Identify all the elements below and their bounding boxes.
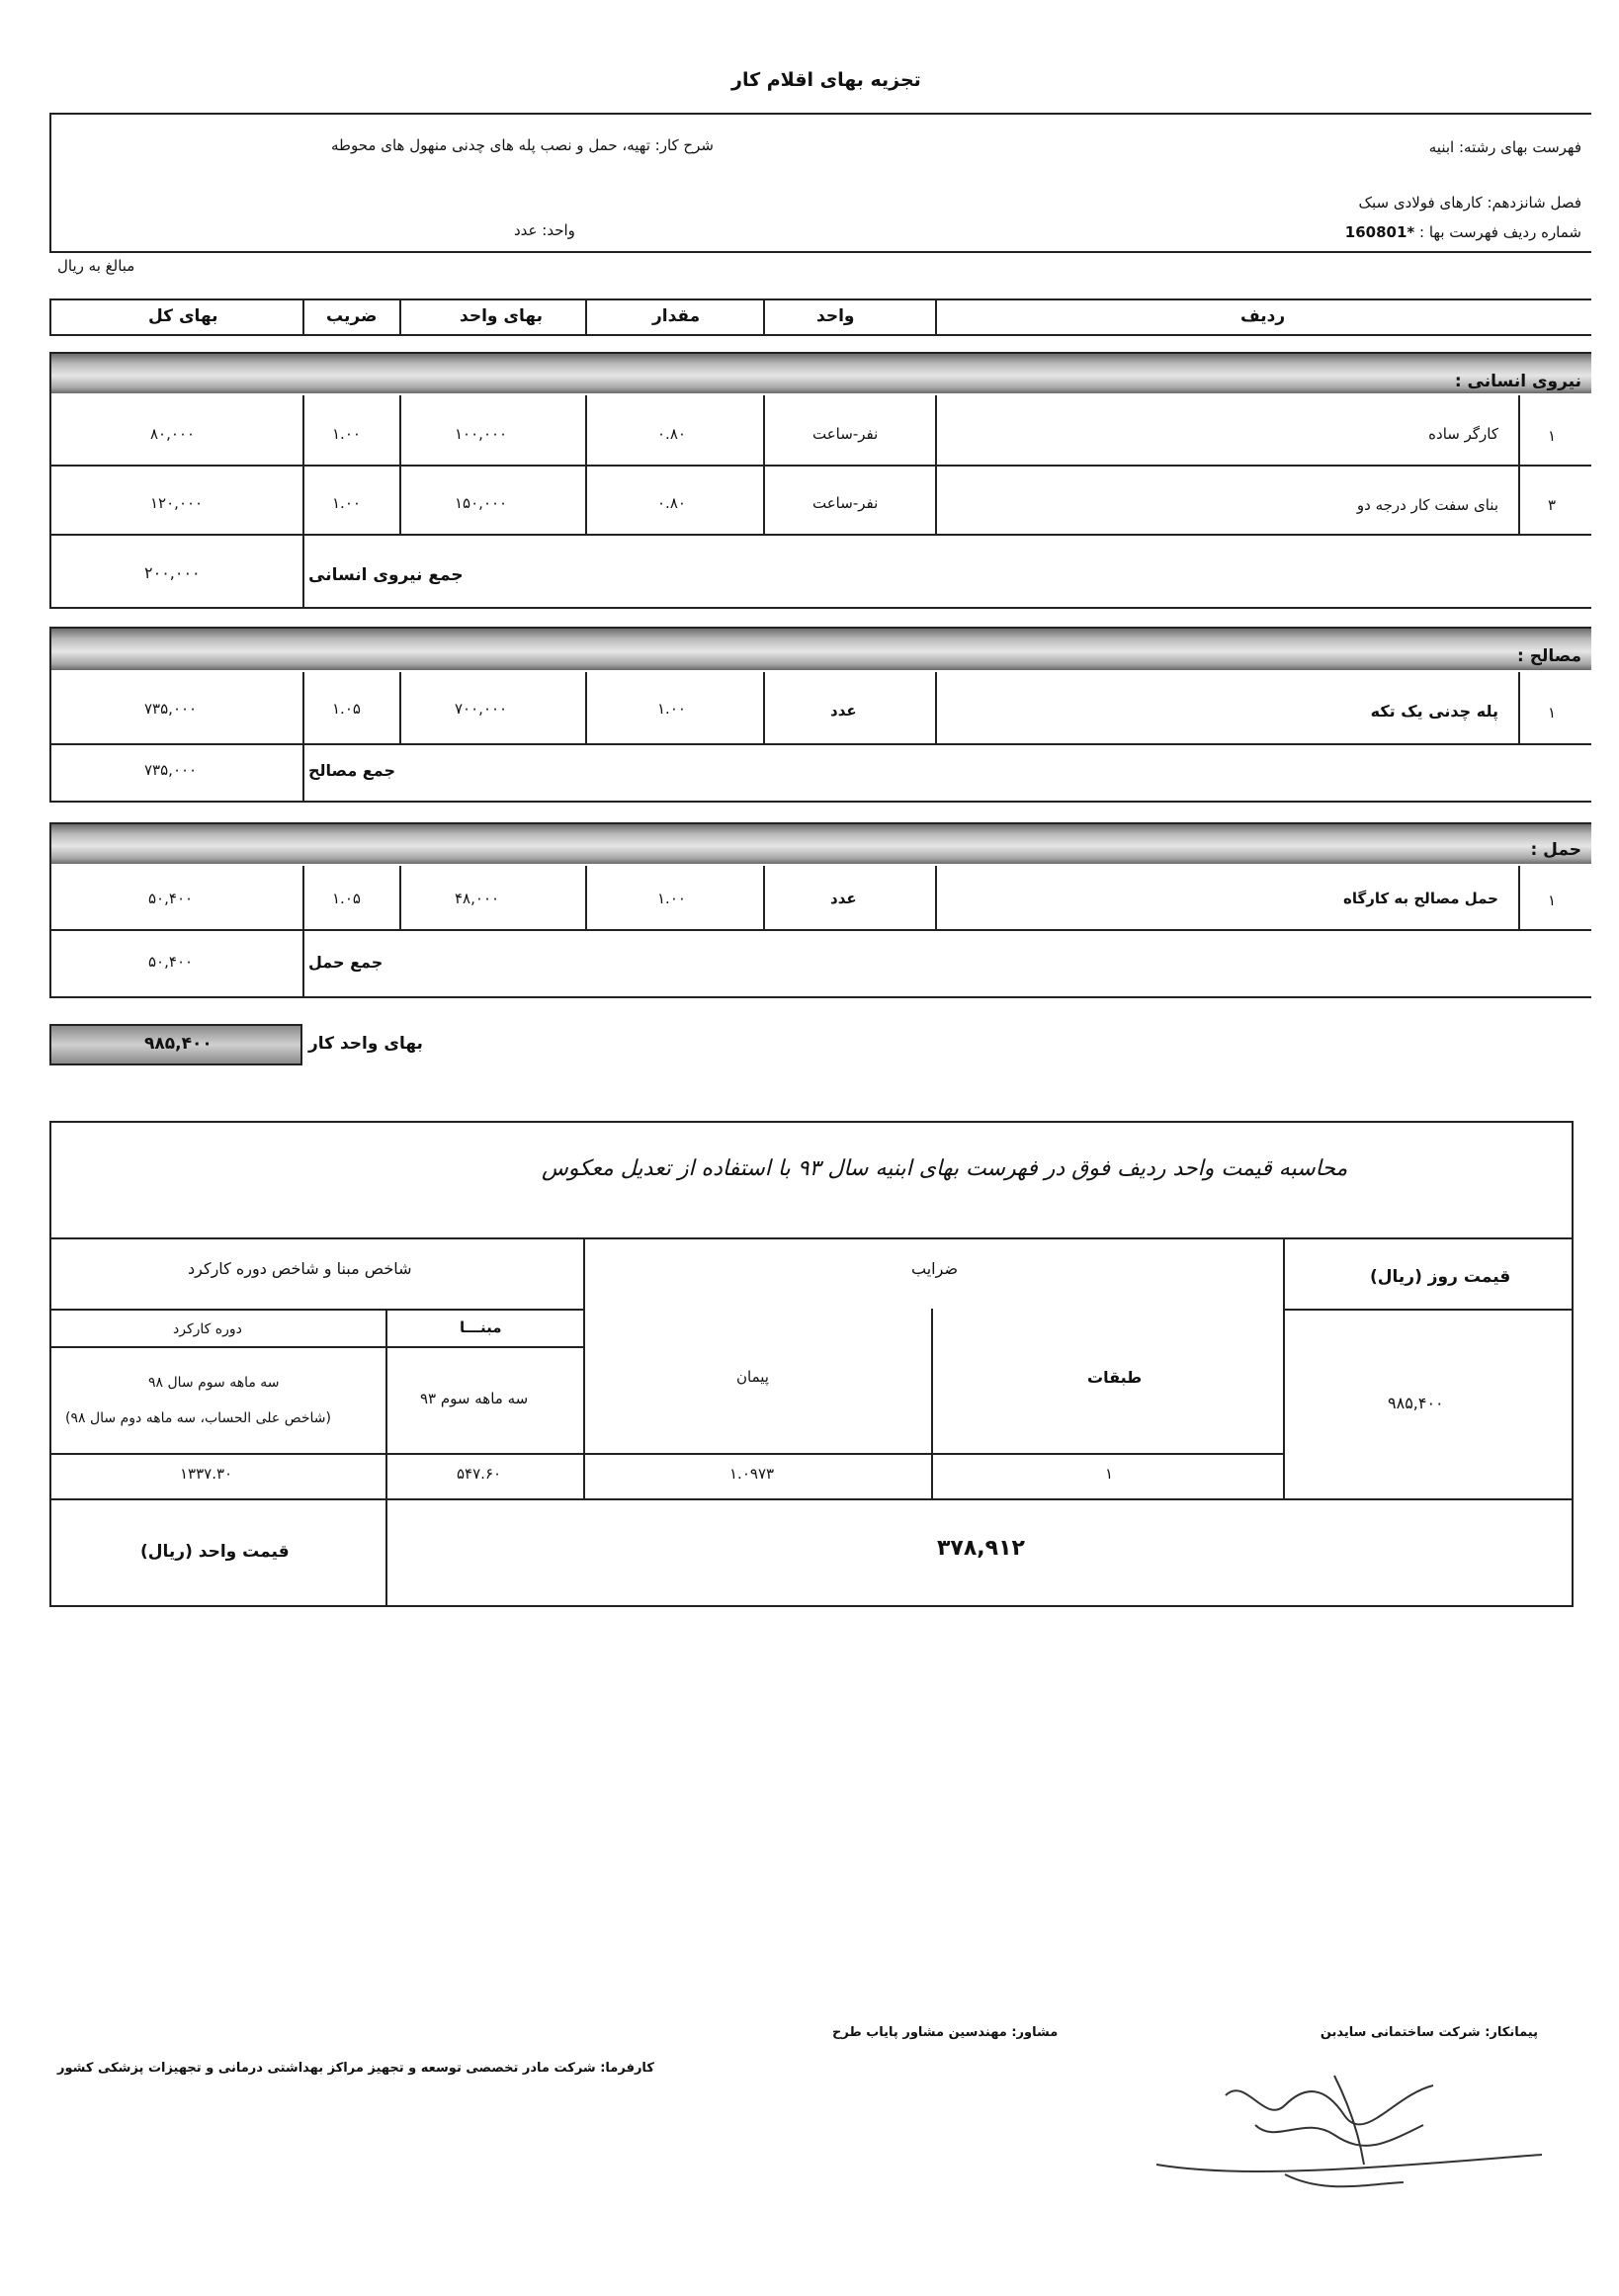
calc-line (49, 1237, 1574, 1239)
table-cell-no: ۳ (1548, 496, 1557, 514)
table-cell-price: ۴۸,۰۰۰ (455, 890, 500, 907)
transport-sum-label: جمع حمل (308, 953, 383, 972)
floors-label: طبقات (1087, 1368, 1143, 1387)
col-divider (935, 672, 937, 743)
calc-title: محاسبه قیمت واحد ردیف فوق در فهرست بهای ابنیه سال ۹۳ با استفاده از تعدیل معکوس (542, 1156, 1348, 1181)
unit-label: واحد: عدد (514, 221, 575, 239)
table-cell-unit: عدد (830, 702, 857, 720)
transport-sum-value: ۵۰,۴۰۰ (148, 953, 194, 971)
col-divider (1518, 866, 1520, 929)
calc-divider (1283, 1237, 1285, 1498)
col-divider (935, 395, 937, 534)
unit-price-label: بهای واحد کار (308, 1034, 423, 1054)
list-label-text: فهرست بهای رشته: (1458, 138, 1581, 156)
work-period-note: (شاخص علی الحساب، سه ماهه دوم سال ۹۸) (65, 1410, 331, 1426)
col-header-unit-price: بهای واحد (460, 306, 543, 326)
list-label (1429, 140, 1581, 155)
col-header-qty: مقدار (652, 306, 701, 326)
col-divider (585, 298, 587, 336)
calc-line (49, 1309, 585, 1311)
table-cell-coef: ۱.۰۰ (332, 425, 361, 443)
contract-label: پیمان (736, 1368, 769, 1386)
work-index-value: ۱۳۳۷.۳۰ (180, 1465, 233, 1483)
table-cell-total: ۸۰,۰۰۰ (150, 425, 196, 443)
base-index-value: ۵۴۷.۶۰ (457, 1465, 502, 1483)
materials-sum-value: ۷۳۵,۰۰۰ (144, 761, 198, 779)
materials-sum-label: جمع مصالح (308, 761, 395, 780)
col-divider (302, 929, 304, 998)
table-cell-coef: ۱.۰۵ (332, 700, 361, 718)
page-title: تجزیه بهای اقلام کار (731, 69, 921, 91)
table-cell-total: ۱۲۰,۰۰۰ (150, 494, 204, 512)
table-cell-qty: ۱.۰۰ (657, 890, 686, 907)
col-divider (302, 298, 304, 336)
labor-sum-label: جمع نیروی انسانی (308, 565, 464, 585)
row-line (49, 743, 1591, 745)
table-cell-price: ۱۰۰,۰۰۰ (455, 425, 508, 443)
calc-divider (583, 1237, 585, 1498)
contractor-label: پیمانکار: شرکت ساختمانی سایدبن (1320, 2025, 1538, 2040)
col-divider (1518, 672, 1520, 743)
signature-stamp (1137, 2056, 1552, 2204)
table-cell-coef: ۱.۰۰ (332, 494, 361, 512)
unit-price-value: ۹۸۵,۴۰۰ (144, 1034, 213, 1054)
result-label: قیمت واحد (ریال) (140, 1542, 290, 1562)
employer-label: کارفرما: شرکت مادر تخصصی توسعه و تجهیز مراکز بهداشتی درمانی و تجهیزات پزشکی کشور (57, 2061, 654, 2076)
row-line (49, 929, 1591, 931)
col-header-total: بهای کل (148, 306, 218, 326)
col-divider (935, 866, 937, 929)
index-label: شاخص مبنا و شاخص دوره کارکرد (188, 1259, 412, 1278)
col-header-unit: واحد (816, 306, 855, 326)
result-value: ۳۷۸,۹۱۲ (937, 1536, 1025, 1561)
labor-sum-value: ۲۰۰,۰۰۰ (144, 563, 201, 582)
col-divider (763, 298, 765, 336)
row-number (1345, 225, 1581, 240)
materials-section-title: مصالح : (1516, 646, 1581, 666)
col-divider (935, 298, 937, 336)
calc-divider (385, 1309, 387, 1498)
table-cell-desc: بنای سفت کار درجه دو (1356, 496, 1498, 514)
col-divider (585, 672, 587, 743)
day-price-value: ۹۸۵,۴۰۰ (1388, 1394, 1444, 1412)
row-number-label: شماره ردیف فهرست بها : (1419, 223, 1581, 241)
col-divider (399, 395, 401, 534)
contract-value: ۱.۰۹۷۳ (729, 1465, 775, 1483)
base-period: سه ماهه سوم ۹۳ (420, 1390, 529, 1407)
table-cell-no: ۱ (1548, 427, 1557, 445)
labor-section-title: نیروی انسانی : (1454, 372, 1581, 391)
base-label: مبنـــا (460, 1318, 502, 1336)
work-period: سه ماهه سوم سال ۹۸ (148, 1375, 280, 1391)
col-divider (399, 866, 401, 929)
table-cell-qty: ۰.۸۰ (657, 425, 686, 443)
table-cell-unit: عدد (830, 890, 857, 907)
labor-section-bar (51, 354, 1591, 393)
table-cell-unit: نفر-ساعت (812, 425, 879, 443)
col-divider (302, 743, 304, 803)
table-cell-qty: ۱.۰۰ (657, 700, 686, 718)
table-cell-unit: نفر-ساعت (812, 494, 879, 512)
table-cell-desc: حمل مصالح به کارگاه (1343, 890, 1498, 907)
floors-value: ۱ (1105, 1465, 1114, 1483)
list-value: ابنیه (1428, 138, 1455, 156)
table-cell-price: ۱۵۰,۰۰۰ (455, 494, 508, 512)
calc-line (49, 1346, 585, 1348)
col-header-row: ردیف (1240, 306, 1286, 326)
calc-line (49, 1498, 1574, 1500)
work-description: شرح کار: تهیه، حمل و نصب پله های چدنی منهول های محوطه (331, 136, 714, 154)
calc-divider (385, 1498, 387, 1607)
col-divider (302, 672, 304, 743)
day-price-label: قیمت روز (ریال) (1370, 1267, 1511, 1287)
col-divider (763, 395, 765, 534)
table-cell-no: ۱ (1548, 892, 1557, 909)
col-divider (399, 672, 401, 743)
calc-line (1283, 1309, 1574, 1311)
table-cell-price: ۷۰۰,۰۰۰ (455, 700, 508, 718)
col-divider (302, 395, 304, 534)
table-cell-qty: ۰.۸۰ (657, 494, 686, 512)
table-cell-coef: ۱.۰۵ (332, 890, 361, 907)
transport-section-bar (51, 824, 1591, 864)
table-cell-desc: پله چدنی یک تکه (1370, 702, 1498, 721)
col-divider (585, 866, 587, 929)
col-header-coef: ضریب (326, 306, 378, 326)
col-divider (763, 866, 765, 929)
chapter-label (1359, 196, 1581, 211)
row-number-value: 160801* (1344, 223, 1415, 241)
col-divider (302, 866, 304, 929)
calc-divider (931, 1309, 933, 1498)
col-divider (585, 395, 587, 534)
table-cell-total: ۷۳۵,۰۰۰ (144, 700, 198, 718)
col-divider (763, 672, 765, 743)
row-line (49, 534, 1591, 536)
materials-section-bar (51, 629, 1591, 670)
chapter-label-text: فصل شانزدهم: (1487, 194, 1581, 212)
table-cell-no: ۱ (1548, 704, 1557, 722)
row-line (49, 465, 1591, 467)
consultant-label: مشاور: مهندسین مشاور پایاب طرح (832, 2025, 1059, 2040)
calc-line (49, 1453, 1283, 1455)
col-divider (399, 298, 401, 336)
col-divider (1518, 395, 1520, 534)
transport-section-title: حمل : (1530, 840, 1581, 860)
col-divider (302, 534, 304, 609)
table-cell-total: ۵۰,۴۰۰ (148, 890, 194, 907)
chapter-value: کارهای فولادی سبک (1358, 194, 1483, 212)
calc-box (49, 1121, 1574, 1607)
currency-note: مبالغ به ریال (57, 257, 135, 275)
work-period-label: دوره کارکرد (173, 1321, 242, 1337)
table-cell-desc: کارگر ساده (1428, 425, 1498, 443)
coef-label: ضرایب (911, 1259, 959, 1278)
